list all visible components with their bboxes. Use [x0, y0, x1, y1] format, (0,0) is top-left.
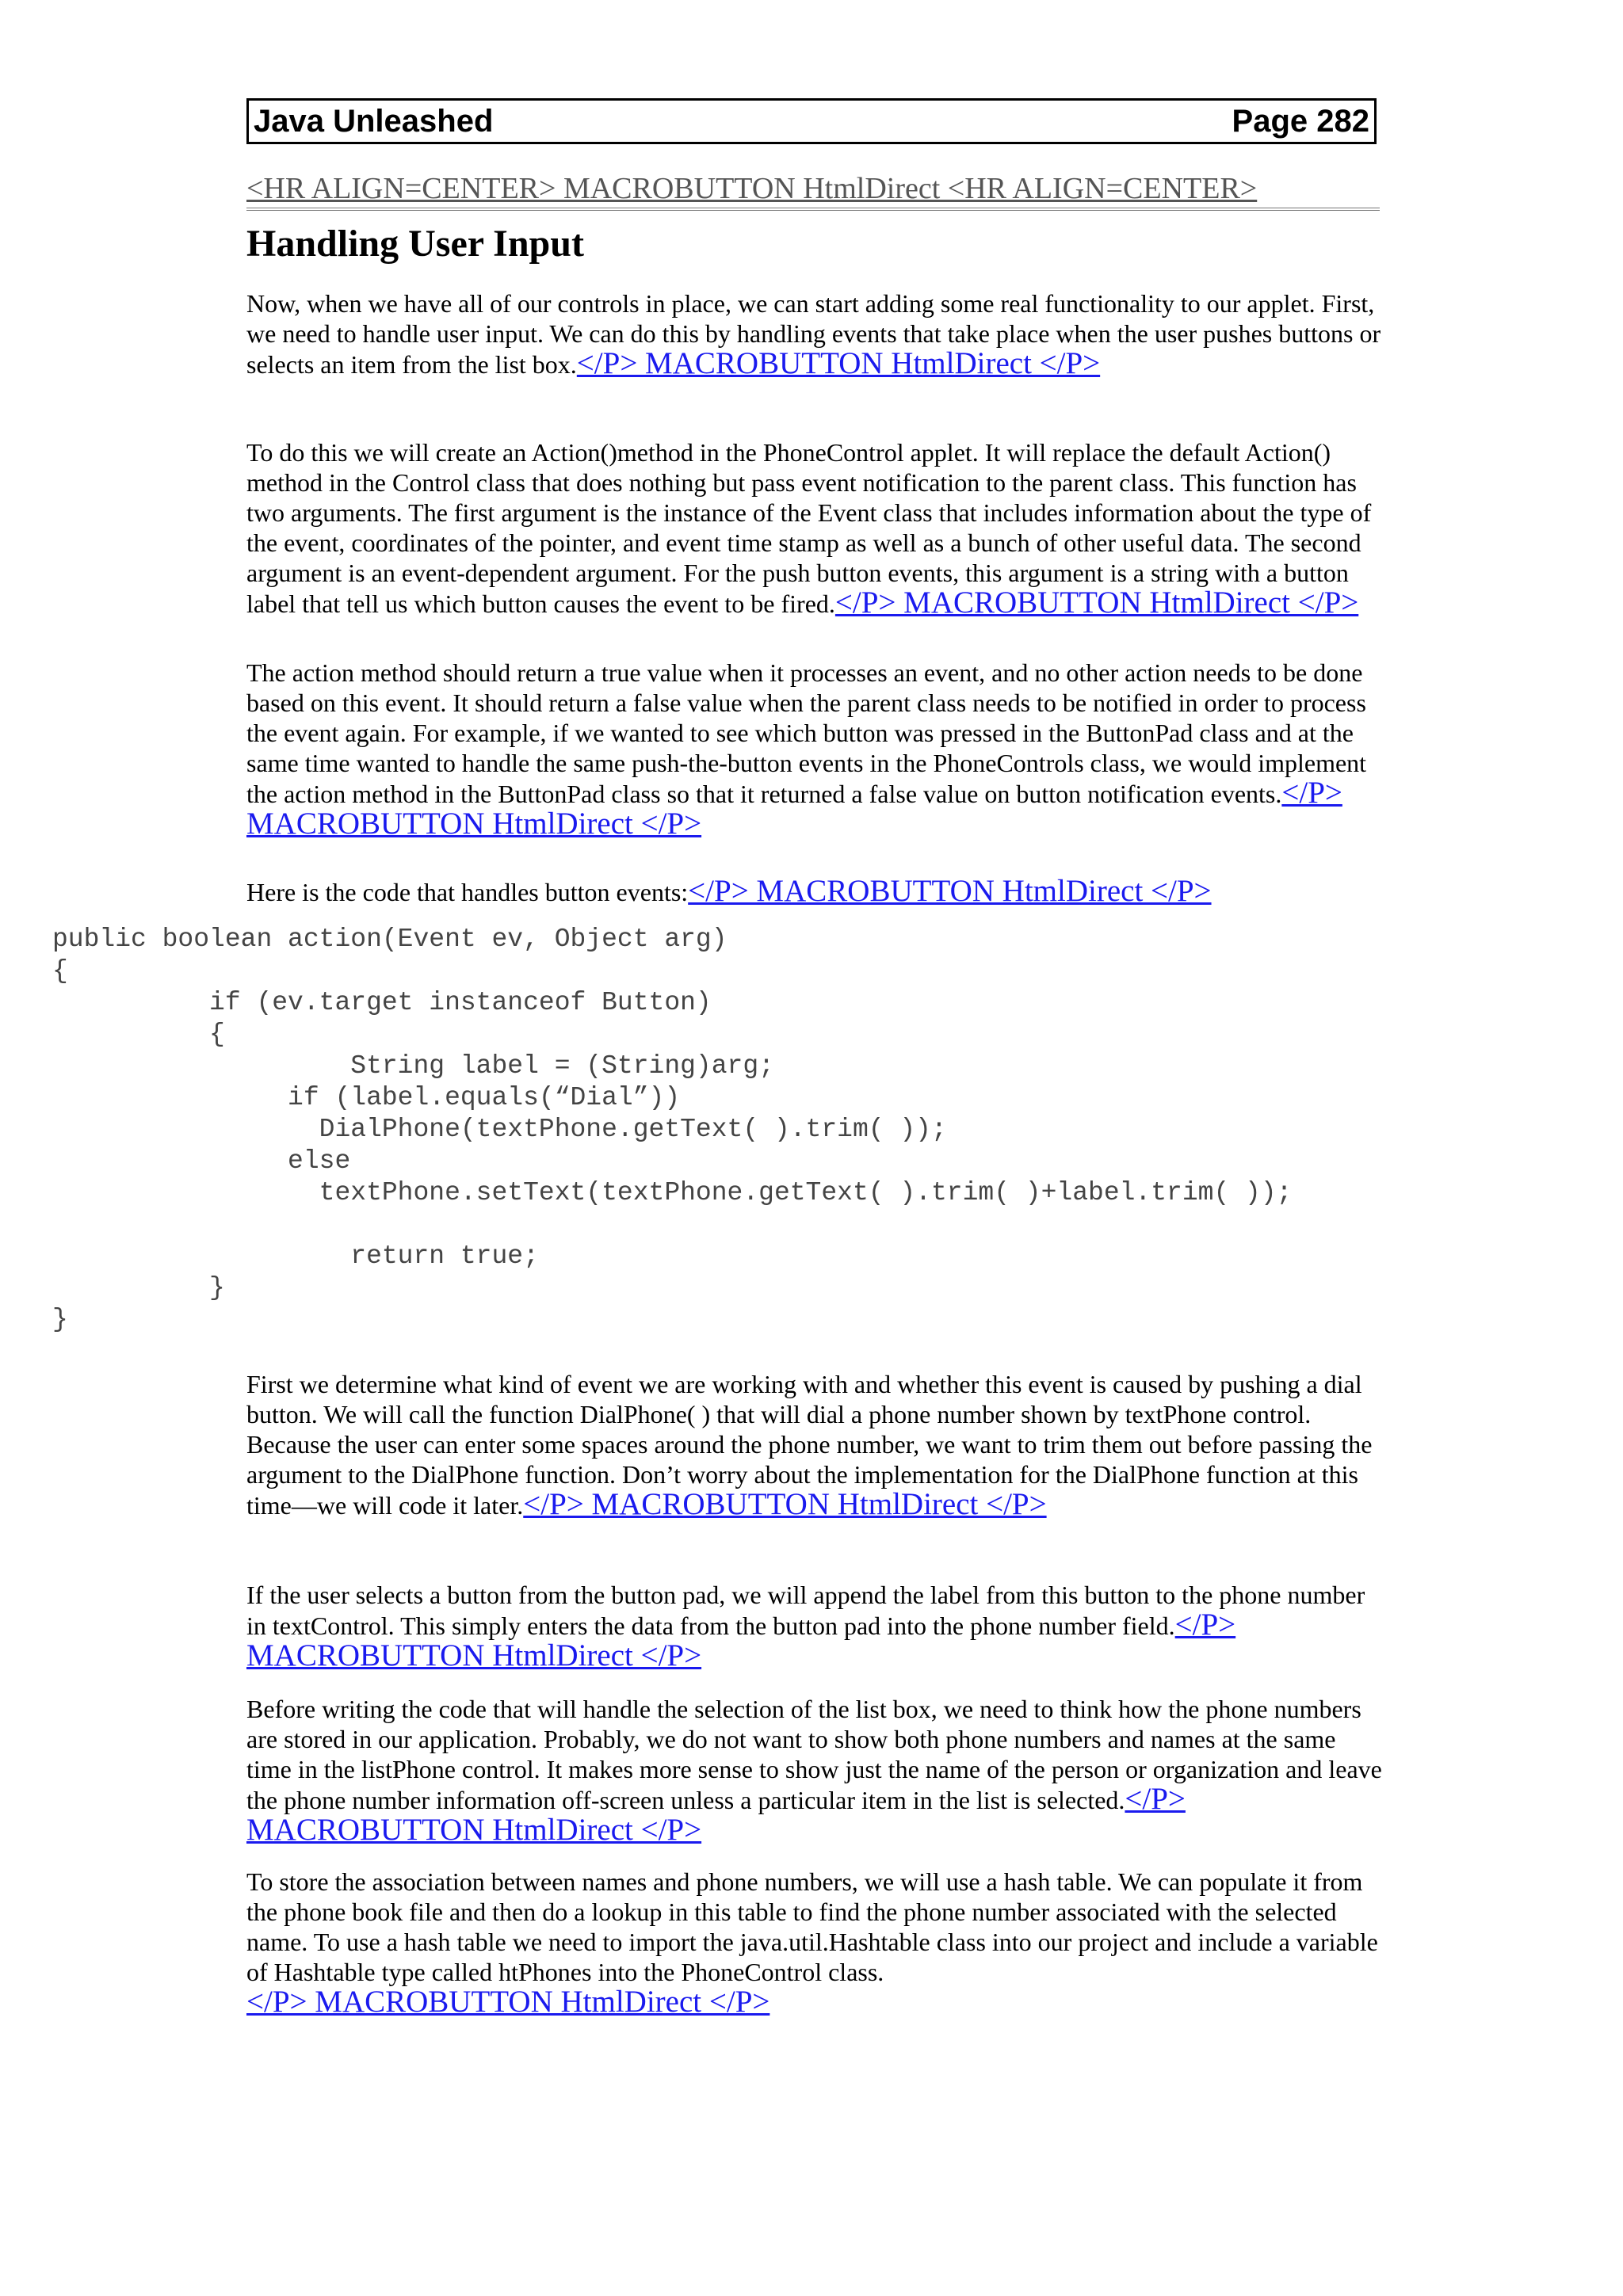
page-number: Page 282 [1232, 103, 1369, 139]
code-listing: public boolean action(Event ev, Object arg) { if (ev.target instanceof Button) { String label = (String)arg; if (label.equals(“Dial”)) DialPhone(textPhone.getText( ).trim( )); else textPhone.setText(textPhone.getText( ).trim( )+label.trim( )); return true; } } [52, 925, 1293, 1334]
running-header [246, 98, 1377, 144]
macrobutton-link[interactable]: </P> MACROBUTTON HtmlDirect </P> [688, 874, 1212, 908]
paragraph-1 [246, 288, 1384, 379]
paragraph-text: First we determine what kind of event we are working with and whether this event is caused by pushing a dial button. We will call the function DialPhone( ) that will dial a phone number shown by textPhone control. Because the user can enter some spaces around the phone number, we want to trim them out before passing the argument to the DialPhone function. Don’t worry about the implementation for the DialPhone function at this time—we will code it later. [246, 1370, 1373, 1520]
paragraph-2 [246, 437, 1384, 619]
hr-directive: <HR ALIGN=CENTER> MACROBUTTON HtmlDirect <HR ALIGN=CENTER> [246, 170, 1380, 211]
paragraph-text: Before writing the code that will handle the selection of the list box, we need to think how the phone numbers are stored in our application. Probably, we do not want to show both phone numbers and names at the same time in the listPhone control. It makes more sense to show just the name of the person or organization and leave the phone number information off-screen unless a particular item in the list is selected. [246, 1695, 1382, 1814]
macrobutton-link[interactable]: </P> MACROBUTTON HtmlDirect </P> [246, 1985, 770, 2019]
paragraph-text: Here is the code that handles button events: [246, 878, 689, 906]
paragraph-3 [246, 658, 1384, 840]
paragraph-8 [246, 1867, 1384, 2018]
macrobutton-link[interactable]: </P> MACROBUTTON HtmlDirect </P> [834, 585, 1359, 620]
paragraph-text: Now, when we have all of our controls in place, we can start adding some real functionality to our applet. First, we need to handle user input. We can do this by handling events that take place when the user pushes buttons or selects an item from the list box. [246, 289, 1381, 379]
paragraph-text: If the user selects a button from the button pad, we will append the label from this button to the phone number in textControl. This simply enters the data from the button pad into the phone number field. [246, 1581, 1365, 1640]
paragraph-text: To do this we will create an Action()method in the PhoneControl applet. It will replace the default Action() method in the Control class that does nothing but pass event notification to the parent class. This function has two arguments. The first argument is the instance of the Event class that includes information about the type of the event, coordinates of the pointer, and event time stamp as well as a bunch of other useful data. The second argument is an event-dependent argument. For the push button events, this argument is a string with a button label that tell us which button causes the event to be fired. [246, 438, 1372, 618]
paragraph-7 [246, 1694, 1384, 1846]
macrobutton-link[interactable]: </P> MACROBUTTON HtmlDirect </P> [246, 1608, 1236, 1672]
macrobutton-link[interactable]: </P> MACROBUTTON HtmlDirect </P> [523, 1487, 1047, 1521]
paragraph-text: The action method should return a true value when it processes an event, and no other action needs to be done based on this event. It should return a false value when the parent class needs to be notified in order to process the event again. For example, if we wanted to see which button was pressed in the ButtonPad class and at the same time wanted to handle the same push-the-button events in the PhoneControls class, we would implement the action method in the ButtonPad class so that it returned a false value on button notification events. [246, 658, 1367, 808]
macrobutton-link[interactable]: </P> MACROBUTTON HtmlDirect </P> [576, 346, 1101, 380]
paragraph-5 [246, 1369, 1384, 1520]
macrobutton-link[interactable]: </P> MACROBUTTON HtmlDirect </P> [246, 1782, 1186, 1847]
paragraph-6 [246, 1580, 1384, 1672]
section-title: Handling User Input [246, 223, 584, 265]
paragraph-4 [246, 876, 1384, 907]
paragraph-text: To store the association between names and phone numbers, we will use a hash table. We can populate it from the phone book file and then do a lookup in this table to find the phone number associated with the selected name. To use a hash table we need to import the java.util.Hashtable class into our project and include a variable of Hashtable type called htPhones into the PhoneControl class. [246, 1867, 1378, 1986]
macrobutton-link[interactable]: </P> MACROBUTTON HtmlDirect </P> [246, 776, 1342, 841]
book-title: Java Unleashed [254, 103, 494, 139]
